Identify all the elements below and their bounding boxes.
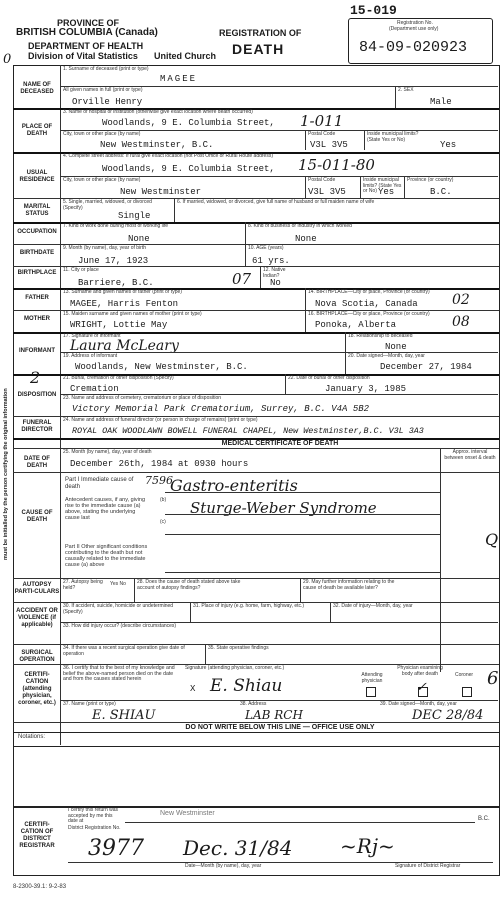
reg-no-label: Registration No. (397, 20, 433, 26)
label-autopsy: 27. Autopsy being held? (63, 579, 103, 591)
label-father-birthplace: 14. BIRTHPLACE—City or place, Province (or country) (308, 289, 430, 295)
label-further-info: 29. May further information relating to the cause of death be available later? (303, 579, 395, 591)
registration-number-box (348, 18, 493, 64)
label-business: 8. Kind of business or industry in which worked (248, 223, 352, 229)
label-injury-place: 31. Place of injury (e.g. home, farm, highway, etc.) (193, 603, 305, 609)
label-district-date: Date—Month (by name), day, year (185, 863, 262, 869)
attending-checkbox[interactable] (366, 687, 376, 697)
certifier-x: X (190, 684, 196, 694)
place-of-death-value: Woodlands, 9 E. Columbia Street, (102, 118, 275, 128)
mother-birthplace-value: Ponoka, Alberta (315, 320, 397, 330)
division-name: Division of Vital Statistics (28, 51, 138, 61)
label-father: 13. Surname and given names of father (print or type) (63, 289, 182, 295)
label-death-municipal: Inside municipal limits? (State Yes or No) (367, 131, 419, 143)
autopsy-yes-no: Yes No (110, 581, 126, 587)
label-death-date: 25. Month (by name), day, year of death (63, 449, 152, 455)
label-death-postal: Postal Code (308, 131, 336, 137)
label-disposition-date: 22. Date of burial or other disposition (288, 375, 370, 381)
label-mother-birthplace: 16. BIRTHPLACE—City or place, Province (or country) (308, 311, 430, 317)
informant-signature: Laura McLeary (70, 338, 179, 354)
side-note: must be initialled by the person certifying the original information (3, 388, 9, 560)
label-res-province: Province (or country) (407, 177, 454, 183)
section-mother: MOTHER (24, 316, 50, 322)
section-date-of-death: DATE OF DEATH (24, 456, 50, 469)
label-res-postal: Postal Code (308, 177, 336, 183)
examining-check-mark: ✓ (416, 680, 427, 695)
label-injury-date: 32. Date of injury—Month, day, year (333, 603, 413, 609)
coding-mark-7: Q (485, 530, 499, 549)
label-cemetery: 23. Name and address of cemetery, crematorium or place of disposition (63, 395, 222, 401)
section-autopsy: AUTOPSY PARTI-CULARS (14, 582, 60, 595)
marital-value: Single (118, 211, 151, 221)
mother-value: WRIGHT, Lottie May (70, 320, 168, 330)
section-birthplace: BIRTHPLACE (17, 270, 57, 276)
label-certify: 36. I certify that to the best of my knowledge and belief the above-named person died on the date and from the causes stated herein (63, 665, 175, 682)
cause-b-value: Sturge-Weber Syndrome (190, 499, 377, 517)
residence-value: Woodlands, 9 E. Columbia Street, (102, 164, 275, 174)
district-signature-mark: ~Rj~ (340, 834, 395, 858)
death-city-value: New Westminster, B.C. (100, 140, 214, 150)
birthdate-value: June 17, 1923 (78, 256, 149, 266)
section-certification: CERTIFI-CATION (attending physician, coroner, etc.) (18, 672, 56, 706)
coding-mark-4: 02 (452, 292, 470, 308)
certifier-address-value: LAB RCH (245, 708, 303, 722)
label-funeral: 24. Name and address of funeral director (or person in charge of remains) (print or type) (63, 417, 258, 423)
margin-mark: 0 (3, 52, 12, 67)
label-b: (b) (160, 497, 167, 503)
registrar-bc: B.C. (478, 816, 490, 822)
death-municipal-value: Yes (440, 140, 457, 150)
label-occupation: 7. Kind of work done during most of working life (63, 223, 169, 229)
native-value: No (270, 278, 281, 288)
section-informant: INFORMANT (19, 348, 55, 354)
registration-of: REGISTRATION OF (219, 28, 302, 38)
father-value: MAGEE, Harris Fenton (70, 299, 179, 309)
father-birthplace-value: Nova Scotia, Canada (315, 299, 418, 309)
occupation-value: None (128, 234, 150, 244)
coding-mark-5: 08 (452, 314, 470, 330)
label-accident: 30. If accident, suicide, homicide or undetermined (Specify) (63, 603, 174, 615)
label-given-names: All given names in full (print or type) (63, 87, 143, 93)
age-value: 61 yrs. (252, 256, 290, 266)
label-autopsy-findings: 28. Does the cause of death stated above take account of autopsy findings? (137, 579, 241, 591)
form-number: 15-019 (350, 3, 397, 18)
surname-value: MAGEE (160, 74, 198, 84)
label-notations: Notations: (18, 734, 46, 740)
department-name: DEPARTMENT OF HEALTH (28, 41, 144, 51)
label-relationship: 18. Relationship to deceased (348, 333, 413, 339)
province-line: PROVINCE OF (57, 18, 120, 28)
label-sex: 2. SEX (398, 87, 414, 93)
district-date-value: Dec. 31/84 (183, 836, 293, 860)
registration-number: 84-09-020923 (359, 39, 468, 56)
cause-a-value: Gastro-enteritis (170, 476, 298, 495)
label-approx-interval: Approx. interval between onset & death (444, 449, 496, 461)
date-signed-value: December 27, 1984 (380, 362, 472, 372)
label-coroner: Coroner (455, 672, 474, 678)
label-age: 10. AGE (years) (248, 245, 284, 251)
section-accident: ACCIDENT OR VIOLENCE (if applicable) (16, 608, 58, 628)
section-name: NAME OF DECEASED (20, 82, 54, 95)
disposition-date-value: January 3, 1985 (325, 384, 407, 394)
section-place-of-death: PLACE OF DEATH (21, 124, 53, 137)
label-res-city: City, town or other place (by name) (63, 177, 141, 183)
label-registrar-text: I certify this return was accepted by me this date at (68, 807, 119, 824)
label-place: 3. Name of hospital or institution (otherwise give exact location where death occurred) (63, 109, 253, 115)
section-surgical: SURGICAL OPERATION (19, 650, 55, 663)
cause-code: 7596 (145, 474, 173, 487)
res-postal-value: V3L 3V5 (308, 187, 346, 197)
label-attending: Attending physician (361, 672, 383, 684)
label-c: (c) (160, 519, 166, 525)
coding-mark-3: 07 (232, 270, 252, 288)
label-antecedent: Antecedent causes, if any, giving rise to the immediate cause (a) above, stating the underlying cause last (65, 497, 146, 521)
church-name: United Church (154, 51, 216, 61)
label-examining: Physician examining body after death (397, 665, 443, 677)
death-postal-value: V3L 3V5 (310, 140, 348, 150)
label-immediate-cause: Part I Immediate cause of death (65, 477, 134, 490)
coding-mark-1: 1-011 (300, 112, 344, 130)
section-marital-status: MARITAL STATUS (23, 204, 51, 217)
coroner-checkbox[interactable] (462, 687, 472, 697)
medical-cert-title: MEDICAL CERTIFICATE OF DEATH (221, 440, 339, 447)
section-birthdate: BIRTHDATE (19, 250, 55, 256)
label-residence: 4. Complete street address: If rural give exact location (not Post Office or Rural Route address) (63, 153, 274, 159)
label-operative-findings: 35. State operative findings (208, 645, 269, 651)
section-cause-of-death: CAUSE OF DEATH (21, 510, 53, 523)
label-informant-sig: 17. Signature of informant (63, 333, 121, 339)
reg-no-sublabel: (Department use only) (389, 26, 439, 32)
label-native: 12. Native Indian? (263, 267, 286, 279)
coding-mark-6: 2 (30, 368, 41, 387)
label-certifier-address: 38. Address (240, 701, 267, 707)
label-district-reg-no: District Registration No. (68, 825, 121, 831)
business-value: None (295, 234, 317, 244)
label-certifier-sig: Signature (attending physician, coroner, etc.) (185, 665, 285, 671)
section-father: FATHER (25, 295, 49, 301)
label-birthplace: 11. City or place (63, 267, 99, 273)
res-municipal-value: Yes (378, 187, 395, 197)
death-date-value: December 26th, 1984 at 0930 hours (70, 459, 249, 469)
section-occupation: OCCUPATION (17, 229, 57, 235)
label-informant-address: 19. Address of informant (63, 353, 118, 359)
coding-mark-2: 15-011-80 (298, 156, 375, 174)
coding-mark-8: 6 (487, 668, 499, 689)
district-reg-no-value: 3977 (88, 836, 144, 861)
label-res-municipal: Inside municipal limits? (State Yes or No) (363, 177, 402, 194)
label-marital: 5. Single, married, widowed, or divorced (Specify) (63, 199, 152, 211)
label-birthdate: 9. Month (by name), day, year of birth (63, 245, 147, 251)
office-use-banner: DO NOT WRITE BELOW THIS LINE — OFFICE USE ONLY (185, 724, 375, 731)
informant-address-value: Woodlands, New Westminster, B.C. (75, 362, 248, 372)
section-district-registrar: CERTIFI-CATION OF DISTRICT REGISTRAR (19, 822, 55, 849)
certifier-date-value: DEC 28/84 (412, 708, 484, 723)
relationship-value: None (385, 342, 407, 352)
birthplace-value: Barriere, B.C. (78, 278, 154, 288)
notations-box (13, 732, 500, 808)
given-names-value: Orville Henry (72, 97, 143, 107)
registrar-place: New Westminster (160, 810, 215, 817)
res-province-value: B.C. (430, 187, 452, 197)
section-disposition: DISPOSITION (17, 392, 57, 398)
label-injury-how: 33. How did injury occur? (describe circumstances) (63, 623, 177, 629)
sex-value: Male (430, 97, 452, 107)
form-title: DEATH (232, 41, 285, 57)
label-certifier-name: 37. Name (print or type) (63, 701, 116, 707)
label-surgery-date: 34. If there was a recent surgical operation give date of operation (63, 645, 185, 657)
label-surname: 1. Surname of deceased (print or type) (63, 66, 149, 72)
cemetery-value: Victory Memorial Park Crematorium, Surrey, B.C. V4A 5B2 (72, 404, 370, 414)
label-other-conditions: Part II Other significant conditions contributing to the death but not causally related to the immediate cause (a) above (65, 544, 148, 568)
disposition-value: Cremation (70, 384, 119, 394)
section-usual-residence: USUAL RESIDENCE (19, 170, 55, 183)
label-certifier-date: 39. Date signed—Month, day, year (380, 701, 457, 707)
funeral-director-value: ROYAL OAK WOODLAWN BOWELL FUNERAL CHAPEL, New Westminster,B.C. V3L 3A3 (72, 426, 424, 436)
label-disposition: 21. Burial, cremation or other disposition (Specify) (63, 375, 174, 381)
res-city-value: New Westminster (120, 187, 202, 197)
footer-code: 8-2300-39.1: 9-2-83 (13, 884, 67, 890)
province-name: BRITISH COLUMBIA (Canada) (16, 27, 158, 38)
label-spouse: 6. If married, widowed, or divorced, give full name of husband or full maiden name of wife (177, 199, 375, 205)
label-mother: 15. Maiden surname and given names of mother (print or type) (63, 311, 202, 317)
certifier-signature: E. Shiau (210, 676, 283, 696)
section-funeral-director: FUNERAL DIRECTOR (21, 420, 53, 433)
label-date-signed: 20. Date signed—Month, day, year (348, 353, 425, 359)
label-district-signature: Signature of District Registrar (395, 863, 461, 869)
certifier-name-value: E. SHIAU (92, 708, 156, 723)
label-death-city: City, town or other place (by name) (63, 131, 141, 137)
